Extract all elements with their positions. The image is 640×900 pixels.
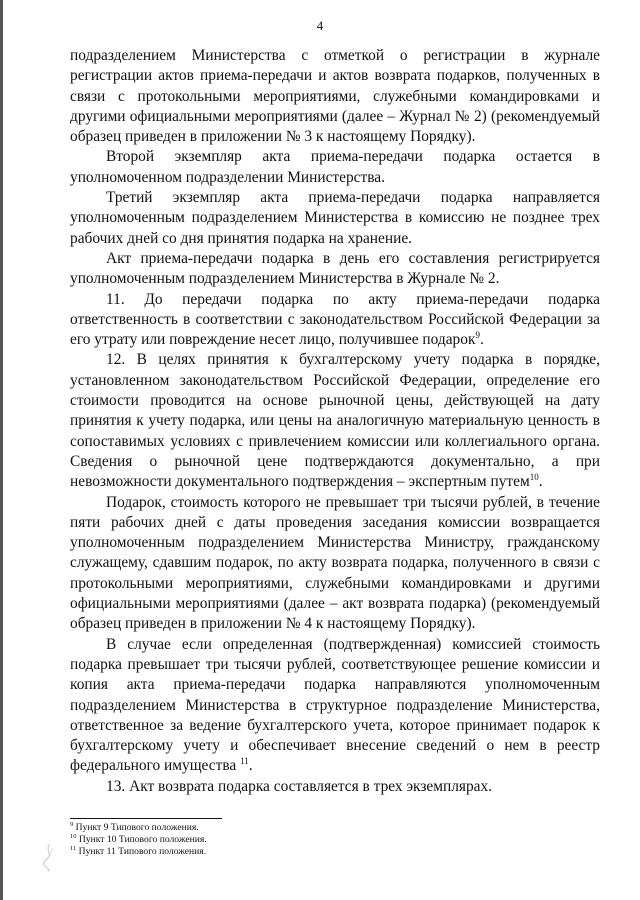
paragraph (70, 493, 600, 635)
paragraph (70, 188, 600, 249)
paragraph (70, 249, 600, 290)
footnote-reference: 10 (529, 472, 539, 483)
document-body (70, 46, 600, 797)
footnote-reference: 11 (240, 756, 249, 767)
footnote-mark: 10 (70, 832, 77, 840)
paragraph-text: Подарок, стоимость которого не превышает три тысячи рублей, в течение пяти рабочих дней с даты проведения заседания комиссии возвращается уполномоченным подразделением Министерства Министру, гражданскому служащему, сдавшим подарок, по акту возврата подарка, полученного в связи с протокольными мероприятиями, служебными командировками и другими официальными мероприятиями (далее – акт возврата подарка) (рекомендуемый образец приведен в приложении № 4 к настоящему Порядку). (70, 493, 600, 633)
paragraph-tail: . (538, 473, 543, 491)
footnote (70, 834, 370, 846)
paragraph (70, 350, 600, 492)
page-number: 4 (316, 18, 324, 33)
footnote (70, 846, 370, 858)
footnotes (70, 822, 370, 858)
footnote-text: Пункт 9 Типового положения. (73, 822, 199, 833)
paragraph-text: Второй экземпляр акта приема-передачи подарка остается в уполномоченном подразделении Министерства. (70, 148, 600, 186)
paragraph-text: Третий экземпляр акта приема-передачи подарка направляется уполномоченным подразделением Министерства в комиссию не позднее трех рабочих дней со дня принятия подарка на хранение. (70, 189, 600, 247)
paragraph (70, 635, 600, 777)
footnote-text: Пункт 11 Типового положения. (76, 846, 207, 857)
scan-edge-shadow (0, 0, 3, 900)
paragraph-text: Акт приема-передачи подарка в день его составления регистрируется уполномоченным подразделением Министерства в Журнале № 2. (70, 249, 600, 288)
footnote-text: Пункт 10 Типового положения. (76, 834, 207, 845)
footnote-mark: 11 (70, 844, 77, 852)
footnote-mark: 9 (70, 820, 74, 828)
paragraph-tail: . (479, 331, 484, 349)
paragraph-text: 12. В целях принятия к бухгалтерскому учету подарка в порядке, установленном законодательством Российской Федерации, определение его стоимости проводится на основе рыночной цены, действующей на дату принятия к учету подарка, или цены на аналогичную материальную ценность в сопоставимых условиях с привлечением комиссии или коллегиального органа. Сведения о рыночной цене подтверждаются документально, а при невозможности документального подтверждения – экспертным путем (70, 351, 600, 491)
footnote-reference: 9 (475, 330, 480, 341)
paragraph-text: В случае если определенная (подтвержденная) комиссией стоимость подарка превышает три тысячи рублей, соответствующее решение комиссии и копия акта приема-передачи подарка направляются уполномоченным подразделением Министерства в структурное подразделение Министерства, ответственное за ведение бухгалтерского учета, которое принимает подарок к бухгалтерскому учету и обеспечивает внесение сведений о нем в реестр федерального имущества (70, 635, 600, 775)
footnote-separator (70, 818, 222, 819)
pencil-scribble-mark (40, 842, 60, 872)
paragraph-tail: . (248, 757, 253, 775)
paragraph-text: 13. Акт возврата подарка составляется в трех экземплярах. (106, 777, 493, 795)
paragraph-text: 11. До передачи подарка по акту приема-передачи подарка ответственность в соответствии с законодательством Российской Федерации за его утрату или повреждение несет лицо, получившее подарок (70, 290, 600, 349)
paragraph (70, 290, 600, 351)
paragraph-text: подразделением Министерства с отметкой о регистрации в журнале регистрации актов приема-передачи и актов возврата подарков, полученных в связи с протокольными мероприятиями, служебными командировками и другими официальными мероприятиями (далее – Журнал № 2) (рекомендуемый образец приведен в приложении № 3 к настоящему Порядку). (70, 47, 600, 146)
paragraph (70, 46, 600, 147)
paragraph (70, 147, 600, 188)
paragraph (70, 777, 600, 797)
footnote (70, 822, 370, 834)
